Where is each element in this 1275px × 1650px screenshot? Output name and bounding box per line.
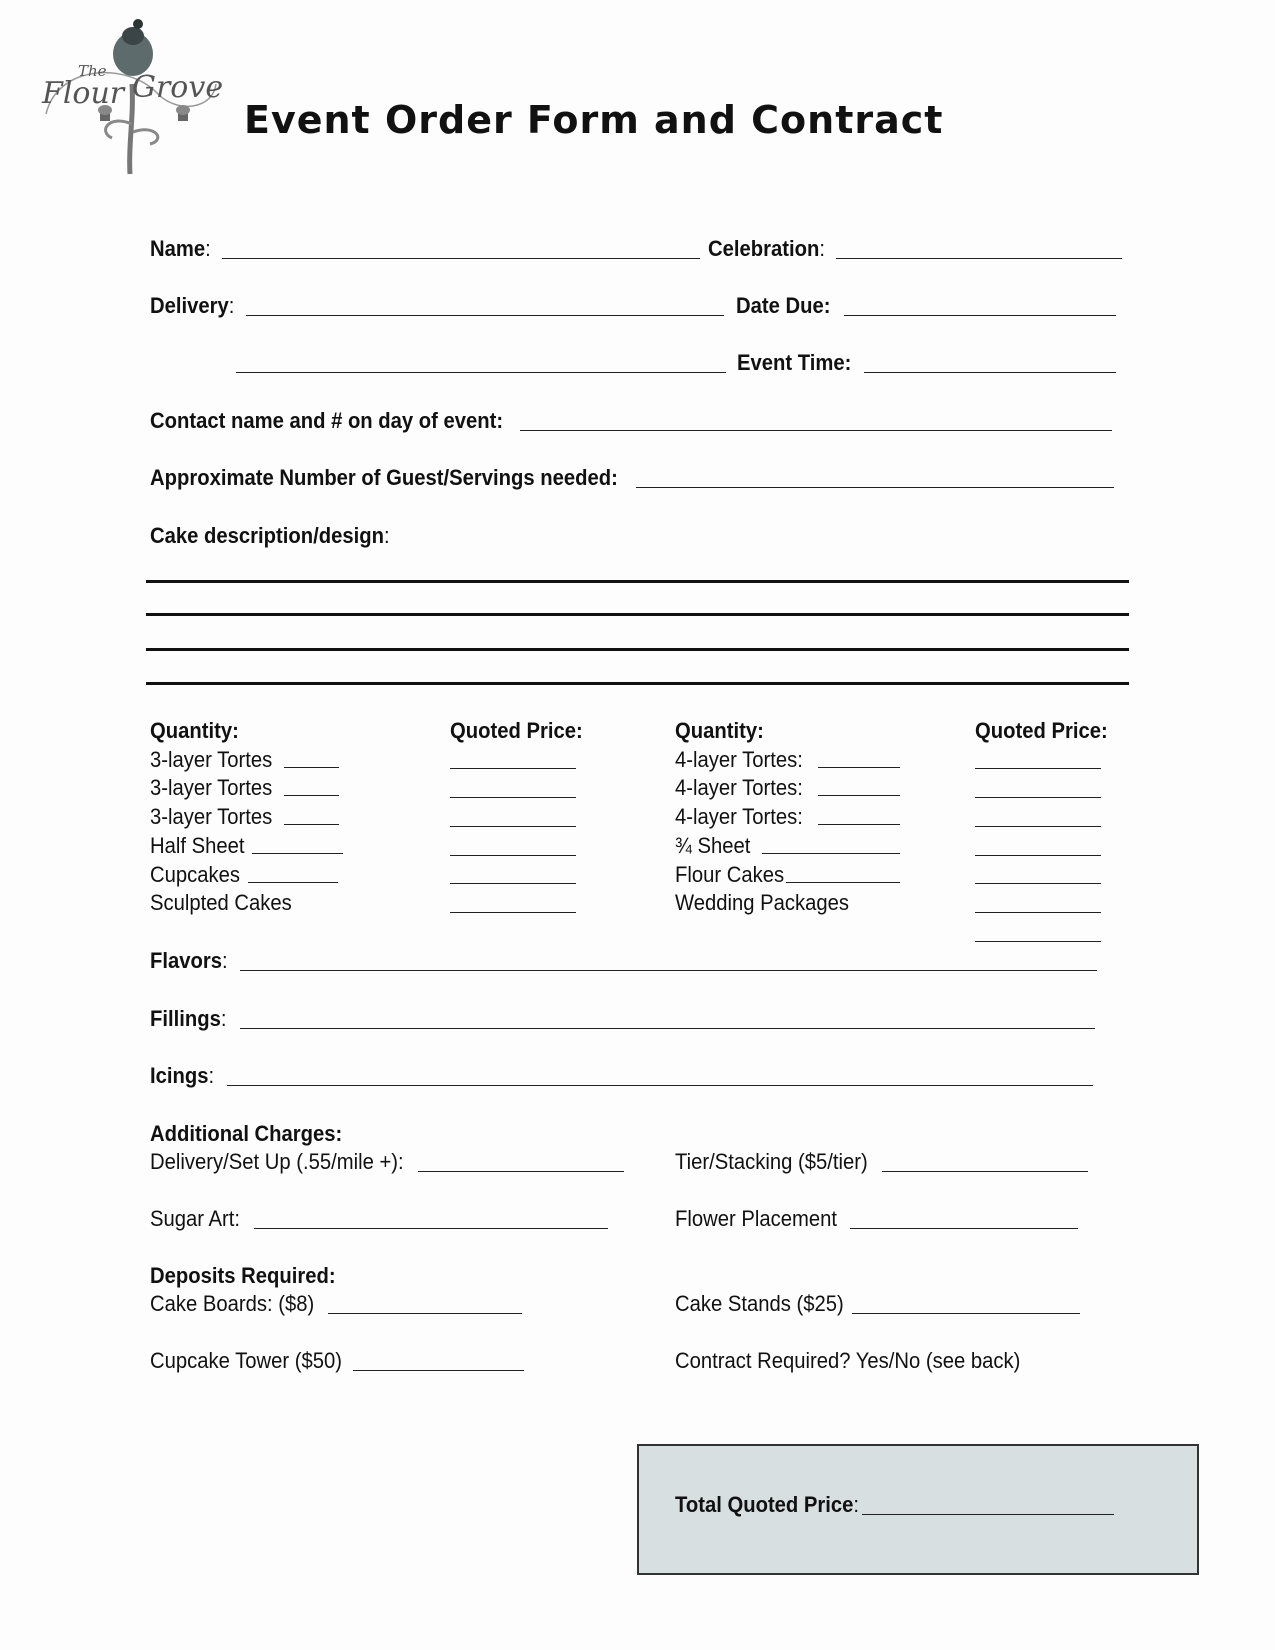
right-price-4[interactable] <box>975 855 1101 856</box>
celebration-label: Celebration: <box>708 236 825 261</box>
left-item-3-qty[interactable] <box>284 824 339 825</box>
event-time-field[interactable] <box>864 372 1116 373</box>
left-item-3: 3-layer Tortes <box>150 804 273 829</box>
right-item-1-qty[interactable] <box>818 767 900 768</box>
fillings-label: Fillings: <box>150 1006 227 1031</box>
right-item-4: ¾ Sheet <box>675 833 751 858</box>
left-price-header: Quoted Price: <box>450 718 583 743</box>
total-quoted-price-field[interactable] <box>862 1514 1114 1515</box>
right-item-6: Wedding Packages <box>675 890 850 915</box>
cake-boards-label: Cake Boards: ($8) <box>150 1291 315 1316</box>
contact-field[interactable] <box>520 430 1112 431</box>
logo-text-the: The <box>78 62 107 80</box>
flavors-field[interactable] <box>240 970 1097 971</box>
left-price-5[interactable] <box>450 883 576 884</box>
flower-placement-label: Flower Placement <box>675 1206 837 1231</box>
right-price-2[interactable] <box>975 797 1101 798</box>
icings-field[interactable] <box>227 1085 1093 1086</box>
left-price-2[interactable] <box>450 797 576 798</box>
left-item-2-qty[interactable] <box>284 795 339 796</box>
delivery-setup-label: Delivery/Set Up (.55/mile +): <box>150 1149 404 1174</box>
logo-text-flour: Flour <box>42 76 125 111</box>
flower-placement-field[interactable] <box>850 1228 1078 1229</box>
flavors-label: Flavors: <box>150 948 228 973</box>
cake-boards-field[interactable] <box>328 1313 522 1314</box>
right-item-2: 4-layer Tortes: <box>675 775 803 800</box>
cupcake-tower-label: Cupcake Tower ($50) <box>150 1348 343 1373</box>
right-item-3-qty[interactable] <box>818 824 900 825</box>
page-title: Event Order Form and Contract <box>244 98 944 142</box>
left-item-1: 3-layer Tortes <box>150 747 273 772</box>
sugar-art-label: Sugar Art: <box>150 1206 241 1231</box>
left-price-1[interactable] <box>450 768 576 769</box>
left-price-4[interactable] <box>450 855 576 856</box>
logo-text-grove: Grove <box>132 70 224 105</box>
right-price-6[interactable] <box>975 912 1101 913</box>
cake-description-line-2[interactable] <box>146 613 1129 616</box>
right-item-2-qty[interactable] <box>818 795 900 796</box>
cake-description-line-4[interactable] <box>146 682 1129 685</box>
name-label: Name: <box>150 236 211 261</box>
left-item-4-qty[interactable] <box>252 853 343 854</box>
right-quantity-header: Quantity: <box>675 718 764 743</box>
cake-description-label: Cake description/design: <box>150 523 390 548</box>
cake-description-line-1[interactable] <box>146 580 1129 583</box>
sugar-art-field[interactable] <box>254 1228 608 1229</box>
delivery-field-line-2[interactable] <box>236 372 726 373</box>
left-item-5: Cupcakes <box>150 862 241 887</box>
total-quoted-price-label: Total Quoted Price: <box>675 1492 860 1517</box>
cake-description-line-3[interactable] <box>146 648 1129 651</box>
left-item-5-qty[interactable] <box>248 882 338 883</box>
deposits-header: Deposits Required: <box>150 1263 336 1288</box>
contact-label: Contact name and # on day of event: <box>150 408 504 433</box>
left-item-6: Sculpted Cakes <box>150 890 292 915</box>
right-price-header: Quoted Price: <box>975 718 1108 743</box>
left-item-4: Half Sheet <box>150 833 245 858</box>
event-time-label: Event Time: <box>737 350 852 375</box>
additional-charges-header: Additional Charges: <box>150 1121 343 1146</box>
right-item-4-qty[interactable] <box>762 853 900 854</box>
guests-label: Approximate Number of Guest/Servings needed: <box>150 465 618 490</box>
right-item-5-qty[interactable] <box>786 882 900 883</box>
delivery-label: Delivery: <box>150 293 235 318</box>
guests-field[interactable] <box>636 487 1114 488</box>
tier-stacking-field[interactable] <box>882 1171 1088 1172</box>
right-item-3: 4-layer Tortes: <box>675 804 803 829</box>
right-price-3[interactable] <box>975 826 1101 827</box>
left-price-3[interactable] <box>450 826 576 827</box>
right-item-1: 4-layer Tortes: <box>675 747 803 772</box>
fillings-field[interactable] <box>240 1028 1095 1029</box>
left-item-2: 3-layer Tortes <box>150 775 273 800</box>
celebration-field[interactable] <box>836 258 1122 259</box>
right-price-5[interactable] <box>975 883 1101 884</box>
cake-stands-field[interactable] <box>852 1313 1080 1314</box>
left-item-1-qty[interactable] <box>284 767 339 768</box>
cupcake-tower-field[interactable] <box>353 1370 524 1371</box>
left-quantity-header: Quantity: <box>150 718 239 743</box>
date-due-label: Date Due: <box>736 293 831 318</box>
cake-stands-label: Cake Stands ($25) <box>675 1291 844 1316</box>
name-field[interactable] <box>222 258 700 259</box>
right-price-7[interactable] <box>975 941 1101 942</box>
right-price-1[interactable] <box>975 768 1101 769</box>
icings-label: Icings: <box>150 1063 215 1088</box>
delivery-setup-field[interactable] <box>418 1171 624 1172</box>
tier-stacking-label: Tier/Stacking ($5/tier) <box>675 1149 868 1174</box>
contract-required-label: Contract Required? Yes/No (see back) <box>675 1348 1021 1373</box>
flour-grove-logo <box>38 14 228 178</box>
delivery-field[interactable] <box>246 315 724 316</box>
right-item-5: Flour Cakes <box>675 862 785 887</box>
left-price-6[interactable] <box>450 912 576 913</box>
date-due-field[interactable] <box>844 315 1116 316</box>
